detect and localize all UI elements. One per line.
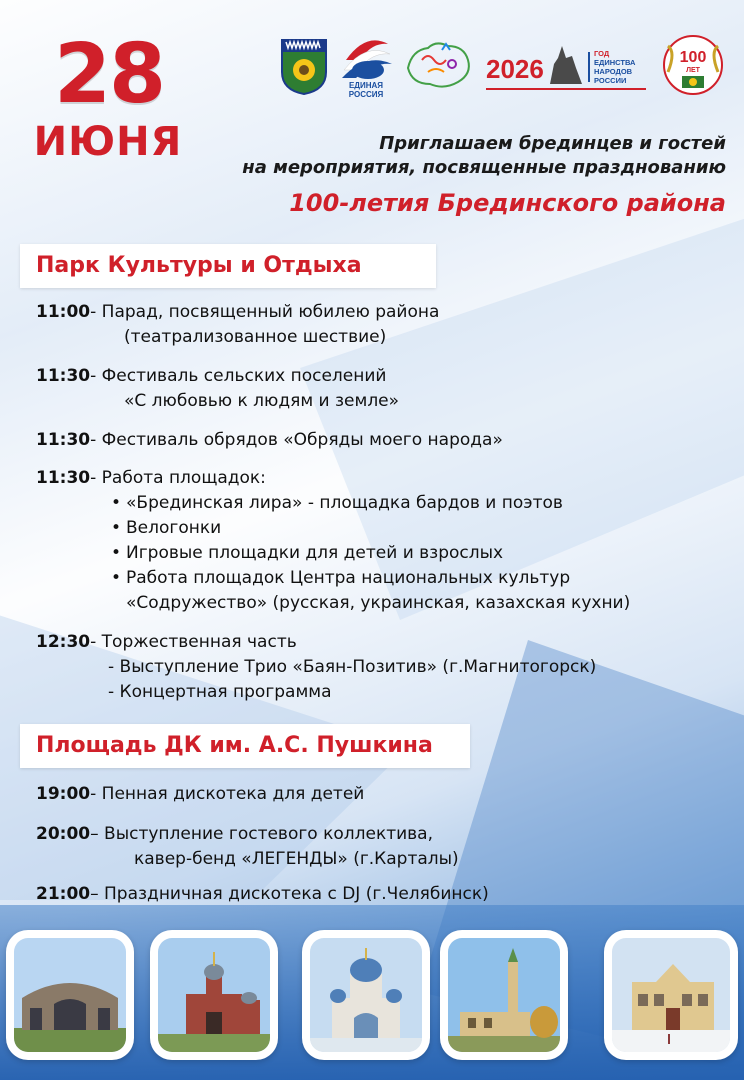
er-line1: ЕДИНАЯ [348, 81, 384, 90]
event-text: - Фестиваль обрядов «Обряды моего народа» [90, 430, 503, 450]
region-map-logo [402, 38, 474, 92]
section-dk-title: Площадь ДК им. А.С. Пушкина [20, 724, 470, 768]
photo-card [302, 930, 430, 1060]
event-text: - Фестиваль сельских поселений [90, 366, 387, 386]
anniversary-title: 100-летия Брединского района [289, 189, 726, 217]
event-line: - Выступление Трио «Баян-Позитив» (г.Магнитогорск) [108, 657, 597, 677]
photo-card [440, 930, 568, 1060]
anniv-number: 100 [679, 49, 707, 66]
event-subtext: кавер-бенд «ЛЕГЕНДЫ» (г.Карталы) [134, 849, 459, 869]
bullet-item: • Работа площадок Центра национальных культур [106, 566, 630, 591]
house-of-culture-photo [612, 938, 730, 1052]
event-time: 19:00 [36, 784, 91, 804]
event-text: - Парад, посвященный юбилею района [90, 302, 440, 322]
invitation-text [166, 132, 726, 180]
event-line: - Концертная программа [108, 682, 332, 702]
anniversary-100-logo [662, 32, 724, 98]
event-item [36, 882, 489, 907]
section-park-title: Парк Культуры и Отдыха [20, 244, 436, 288]
photo-card [6, 930, 134, 1060]
photo-card [150, 930, 278, 1060]
event-text: - Работа площадок: [90, 468, 266, 488]
event-time: 20:00 [36, 824, 91, 844]
logo-strip [278, 30, 728, 100]
event-time: 11:30 [36, 366, 91, 386]
event-time: 11:00 [36, 302, 91, 322]
event-item [36, 630, 596, 705]
year-caption-3: НАРОДОВ [594, 67, 633, 76]
bullet-item: • Игровые площадки для детей и взрослых [106, 541, 630, 566]
bullet-item: • «Брединская лира» - площадка бардов и поэтов [106, 491, 630, 516]
coat-of-arms-icon [280, 38, 328, 96]
event-text: – Выступление гостевого коллектива, [90, 824, 434, 844]
event-text: - Торжественная часть [90, 632, 297, 652]
building-photo [14, 938, 126, 1052]
event-item [36, 300, 439, 350]
photo-strip [0, 930, 744, 1060]
event-text: - Пенная дискотека для детей [90, 784, 365, 804]
year-of-unity-logo [484, 38, 650, 92]
event-time: 12:30 [36, 632, 91, 652]
event-item [36, 466, 630, 616]
event-time: 11:30 [36, 468, 91, 488]
bullet-continuation: «Содружество» (русская, украинская, казахская кухни) [126, 593, 631, 613]
event-subtext: «С любовью к людям и земле» [124, 391, 400, 411]
er-line2: РОССИЯ [348, 90, 384, 99]
photo-card [604, 930, 738, 1060]
invite-line-1: Приглашаем брединцев и гостей [379, 133, 726, 154]
event-item [36, 782, 364, 807]
cathedral-photo [310, 938, 422, 1052]
date-month: ИЮНЯ [33, 119, 183, 165]
bullet-list [36, 491, 630, 616]
event-text: – Праздничная дискотека с DJ (г.Челябинск) [90, 884, 489, 904]
event-item [36, 428, 503, 453]
event-subtext: (театрализованное шествие) [124, 327, 387, 347]
church-photo [158, 938, 270, 1052]
united-russia-logo [338, 30, 394, 100]
year-caption-2: ЕДИНСТВА [594, 58, 636, 67]
event-item [36, 822, 459, 872]
event-time: 11:30 [36, 430, 91, 450]
year-caption-4: РОССИИ [594, 76, 627, 85]
mosque-photo [448, 938, 560, 1052]
bullet-item: • Велогонки [106, 516, 630, 541]
anniv-word: ЛЕТ [686, 67, 700, 74]
year-text: 2026 [486, 54, 544, 84]
date-day: 28 [53, 27, 165, 122]
event-time: 21:00 [36, 884, 91, 904]
year-caption-1: ГОД [594, 49, 610, 58]
event-item [36, 364, 399, 414]
invite-line-2: на мероприятия, посвященные празднованию [242, 157, 726, 178]
